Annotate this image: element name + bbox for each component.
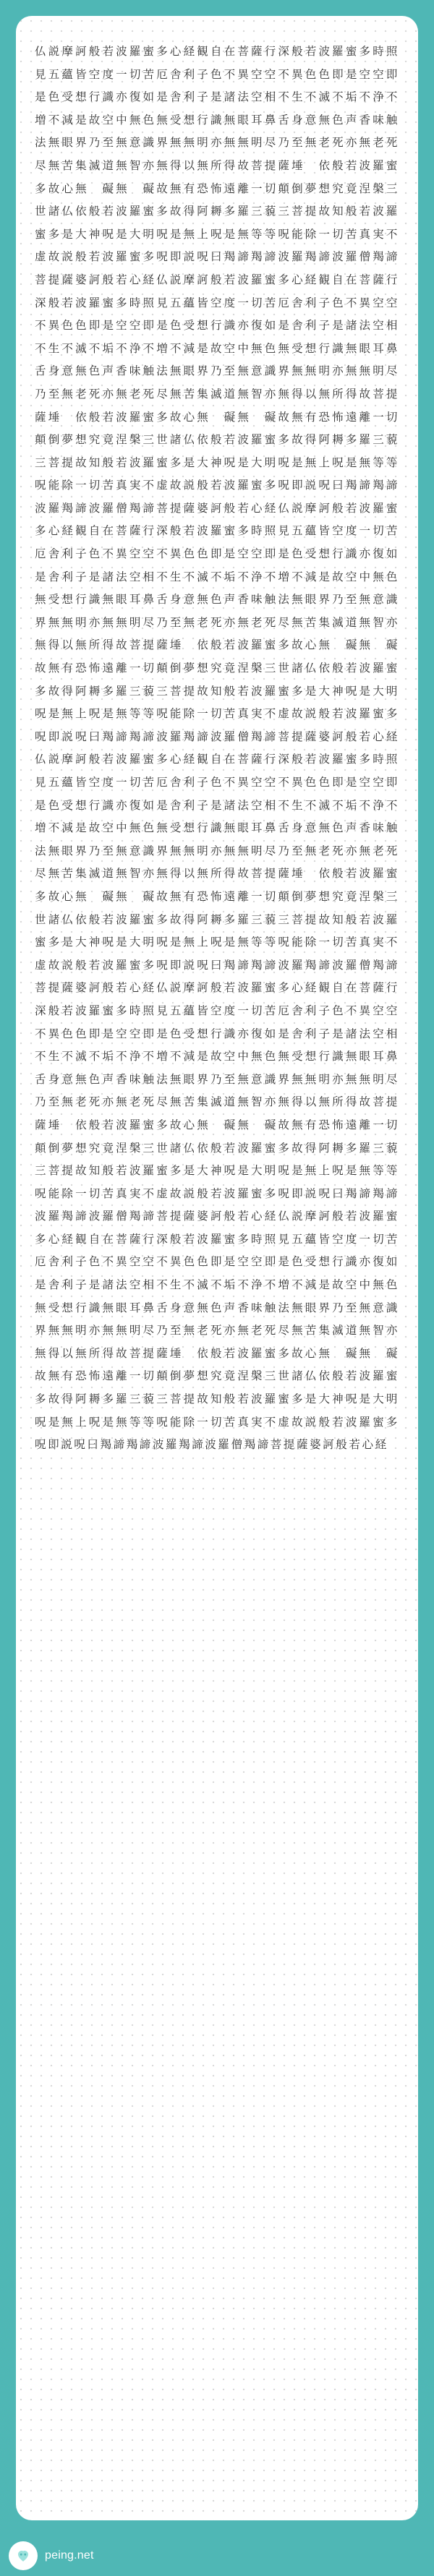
- site-name[interactable]: peing.net: [45, 2549, 94, 2562]
- footer: [0, 2520, 434, 2576]
- message-card: [16, 16, 418, 2520]
- message-text: 仏説摩訶般若波羅蜜多心経観自在菩薩行深般若波羅蜜多時照見五蘊皆空度一切苦厄舎利子色不異空空不異色色即是空空即是色受想行識亦復如是舎利子是諸法空相不生不滅不垢不浄不増不減是故空中無色無受想行識無眼耳鼻舌身意無色声香味触法無眼界乃至無意識界無無明亦無無明尽乃至無老死亦無老死尽無苦集滅道無智亦無得以無所得故菩提薩埵 依般若波羅蜜多故心無 礙無 礙故無有恐怖遠離一切顛倒夢想究竟涅槃三世諸仏依般若波羅蜜多故得阿耨多羅三藐三菩提故知般若波羅蜜多是大神呪是大明呪是無上呪是無等等呪能除一切苦真実不虚故説般若波羅蜜多呪即説呪曰羯諦羯諦波羅羯諦波羅僧羯諦菩提薩婆訶般若心経仏説摩訶般若波羅蜜多心経観自在菩薩行深般若波羅蜜多時照見五蘊皆空度一切苦厄舎利子色不異空空不異色色即是空空即是色受想行識亦復如是舎利子是諸法空相不生不滅不垢不浄不増不減是故空中無色無受想行識無眼耳鼻舌身意無色声香味触法無眼界乃至無意識界無無明亦無無明尽乃至無老死亦無老死尽無苦集滅道無智亦無得以無所得故菩提薩埵 依般若波羅蜜多故心無 礙無 礙故無有恐怖遠離一切顛倒夢想究竟涅槃三世諸仏依般若波羅蜜多故得阿耨多羅三藐三菩提故知般若波羅蜜多是大神呪是大明呪是無上呪是無等等呪能除一切苦真実不虚故説般若波羅蜜多呪即説呪曰羯諦羯諦波羅羯諦波羅僧羯諦菩提薩婆訶般若心経仏説摩訶般若波羅蜜多心経観自在菩薩行深般若波羅蜜多時照見五蘊皆空度一切苦厄舎利子色不異空空不異色色即是空空即是色受想行識亦復如是舎利子是諸法空相不生不滅不垢不浄不増不減是故空中無色無受想行識無眼耳鼻舌身意無色声香味触法無眼界乃至無意識界無無明亦無無明尽乃至無老死亦無老死尽無苦集滅道無智亦無得以無所得故菩提薩埵 依般若波羅蜜多故心無 礙無 礙故無有恐怖遠離一切顛倒夢想究竟涅槃三世諸仏依般若波羅蜜多故得阿耨多羅三藐三菩提故知般若波羅蜜多是大神呪是大明呪是無上呪是無等等呪能除一切苦真実不虚故説般若波羅蜜多呪即説呪曰羯諦羯諦波羅羯諦波羅僧羯諦菩提薩婆訶般若心経仏説摩訶般若波羅蜜多心経観自在菩薩行深般若波羅蜜多時照見五蘊皆空度一切苦厄舎利子色不異空空不異色色即是空空即是色受想行識亦復如是舎利子是諸法空相不生不滅不垢不浄不増不減是故空中無色無受想行識無眼耳鼻舌身意無色声香味触法無眼界乃至無意識界無無明亦無無明尽乃至無老死亦無老死尽無苦集滅道無智亦無得以無所得故菩提薩埵 依般若波羅蜜多故心無 礙無 礙故無有恐怖遠離一切顛倒夢想究竟涅槃三世諸仏依般若波羅蜜多故得阿耨多羅三藐三菩提故知般若波羅蜜多是大神呪是大明呪是無上呪是無等等呪能除一切苦真実不虚故説般若波羅蜜多呪即説呪曰羯諦羯諦波羅羯諦波羅僧羯諦菩提薩婆訶般若心経仏説摩訶般若波羅蜜多心経観自在菩薩行深般若波羅蜜多時照見五蘊皆空度一切苦厄舎利子色不異空空不異色色即是空空即是色受想行識亦復如是舎利子是諸法空相不生不滅不垢不浄不増不減是故空中無色無受想行識無眼耳鼻舌身意無色声香味触法無眼界乃至無意識界無無明亦無無明尽乃至無老死亦無老死尽無苦集滅道無智亦無得以無所得故菩提薩埵 依般若波羅蜜多故心無 礙無 礙故無有恐怖遠離一切顛倒夢想究竟涅槃三世諸仏依般若波羅蜜多故得阿耨多羅三藐三菩提故知般若波羅蜜多是大神呪是大明呪是無上呪是無等等呪能除一切苦真実不虚故説般若波羅蜜多呪即説呪曰羯諦羯諦波羅羯諦波羅僧羯諦菩提薩婆訶般若心経仏説摩訶般若波羅蜜多心経観自在菩薩行深般若波羅蜜多時照見五蘊皆空度一切苦厄舎利子色不異空空不異色色即是空空即是色受想行識亦復如是舎利子是諸法空相不生不滅不垢不浄不増不減是故空中無色無受想行識無眼耳鼻舌身意無色声香味触法無眼界乃至無意識界無無明亦無無明尽乃至無老死亦無老死尽無苦集滅道無智亦無得以無所得故菩提薩埵 依般若波羅蜜多故心無 礙無 礙故無有恐怖遠離一切顛倒夢想究竟涅槃三世諸仏依般若波羅蜜多故得阿耨多羅三藐三菩提故知般若波羅蜜多是大神呪是大明呪是無上呪是無等等呪能除一切苦真実不虚故説般若波羅蜜多呪即説呪曰羯諦羯諦波羅羯諦波羅僧羯諦菩提薩婆訶般若心経: [35, 45, 399, 1452]
- peing-logo-icon[interactable]: [9, 2541, 38, 2570]
